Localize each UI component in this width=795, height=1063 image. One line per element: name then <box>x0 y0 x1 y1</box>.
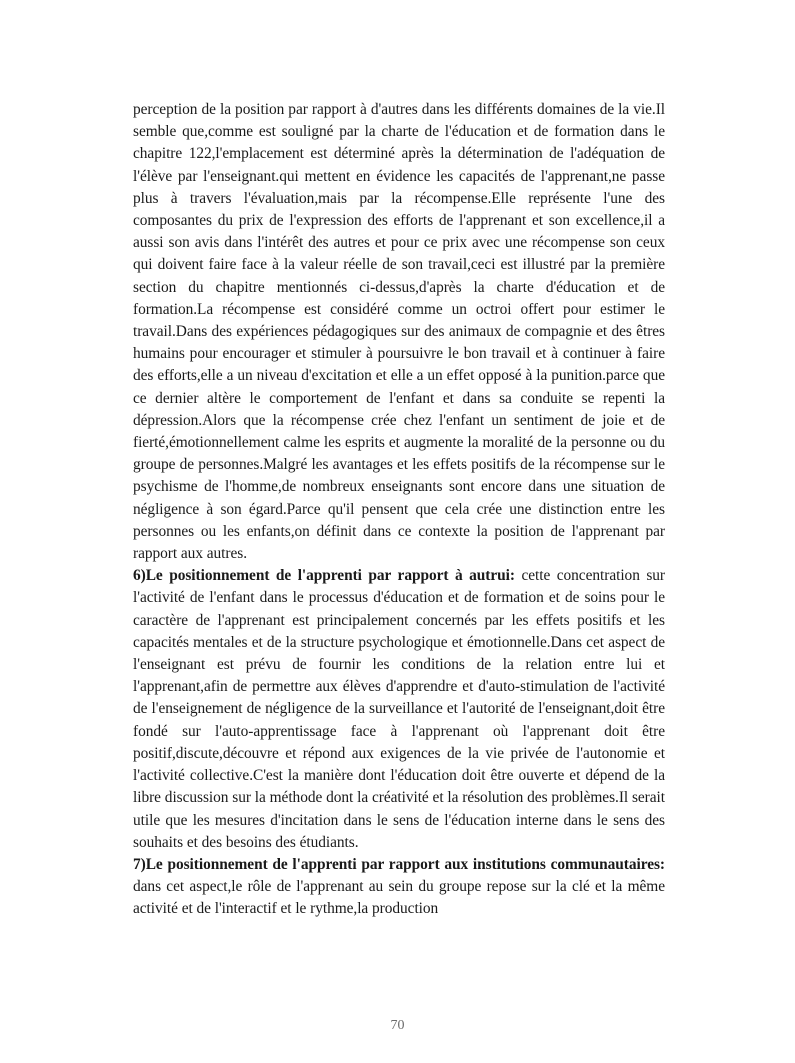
section-6-body: cette concentration sur l'activité de l'enfant dans le processus d'éducation et de formation et de soins pour le caractère de l'apprenant est principalement concernés par les effets positifs et les capacités mentales et de la structure psychologique et émotionnelle.Dans cet aspect de l'enseignant est prévu de fournir les conditions de la relation entre lui et l'apprenant,afin de permettre aux élèves d'apprendre et d'auto-stimulation de l'activité de l'enseignement de négligence de la surveillance et l'autorité de l'enseignant,doit être fondé sur l'auto-apprentissage face à l'apprenant où l'apprenant doit être positif,discute,découvre et répond aux exigences de la vie privée de l'autonomie et l'activité collective.C'est la manière dont l'éducation doit être ouverte et dépend de la libre discussion sur la méthode dont la créativité et la résolution des problèmes.Il serait utile que les mesures d'incitation dans le sens de l'éducation interne dans le sens des souhaits et des besoins des étudiants. <box>133 567 665 851</box>
section-7 <box>133 854 665 921</box>
paragraph-perception: perception de la position par rapport à d'autres dans les différents domaines de la vie.Il semble que,comme est souligné par la charte de l'éducation et de formation dans le chapitre 122,l'emplacement est déterminé après la détermination de l'adéquation de l'élève par l'enseignant.qui mettent en évidence les capacités de l'apprenant,ne passe plus à travers l'évaluation,mais par la récompense.Elle représente l'une des composantes du prix de l'expression des efforts de l'apprenant et son excellence,il a aussi son avis dans l'intérêt des autres et pour ce prix avec une récompense son ceux qui doivent faire face à la valeur réelle de son travail,ceci est illustré par la première section du chapitre mentionnés ci-dessus,d'après la charte d'éducation et de formation.La récompense est considéré comme un octroi offert pour estimer le travail.Dans des expériences pédagogiques sur des animaux de compagnie et des êtres humains pour encourager et stimuler à poursuivre le bon travail et à continuer à faire des efforts,elle a un niveau d'excitation et elle a un effet opposé à la punition.parce que ce dernier altère le comportement de l'enfant et dans sa conduite se repenti la dépression.Alors que la récompense crée chez l'enfant un sentiment de joie et de fierté,émotionnellement calme les esprits et augmente la moralité de la personne ou du groupe de personnes.Malgré les avantages et les effets positifs de la récompense sur le psychisme de l'homme,de nombreux enseignants sont encore dans une situation de négligence à son égard.Parce qu'il pensent que cela crée une distinction entre les personnes ou les enfants,on définit dans ce contexte la position de l'apprenant par rapport aux autres. <box>133 101 665 563</box>
section-6-heading: 6)Le positionnement de l'apprenti par rapport à autrui: <box>133 567 515 585</box>
body-text <box>133 99 665 921</box>
section-7-body: dans cet aspect,le rôle de l'apprenant au sein du groupe repose sur la clé et la même activité et de l'interactif et le rythme,la production <box>133 878 665 918</box>
page-number: 70 <box>390 1018 405 1033</box>
section-7-heading: 7)Le positionnement de l'apprenti par rapport aux institutions communautaires: <box>133 855 665 873</box>
section-6 <box>133 565 665 854</box>
